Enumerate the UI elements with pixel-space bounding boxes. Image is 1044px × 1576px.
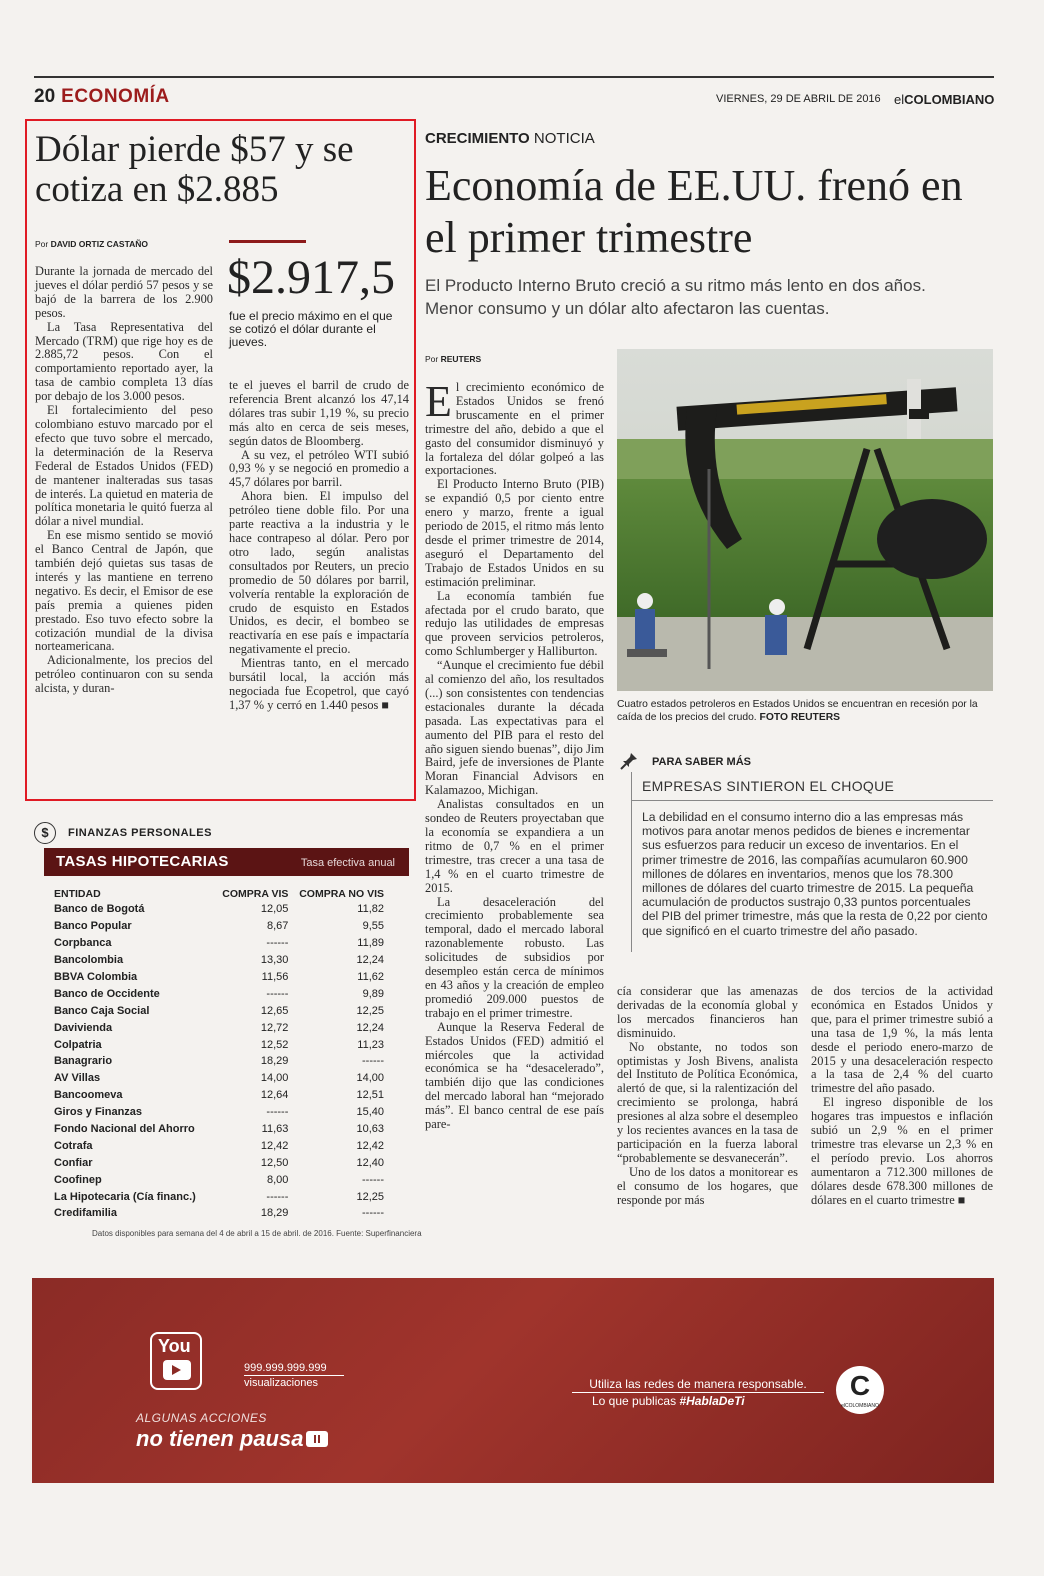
rate-cell: ------ [266,937,289,950]
paragraph: No obstante, no todos son optimistas y Josh Bivens, analista del Instituto de Política Económica, alertó de que, si la ralentización del crecimiento se prolonga, habrá presiones al alza sobre el desempleo y los recientes avances en la tasa de participación en la fuerza laboral “probablemente se desvanecerán”. [617,1039,798,1165]
table-row [54,1188,384,1205]
entity-cell: Banco de Bogotá [54,903,145,916]
article1-column-2 [229,379,409,713]
rate-cell: 11,62 [357,971,384,983]
paragraph: de dos tercios de la actividad económica en Estados Unidos y que, para el primer trimestre subió a una tasa de 1,9 %, la más lenta desde el periodo enero-marzo de 2015 y una desaceleración respecto a la tasa de 2,4 % del cuarto trimestre del año pasado. [811,984,993,1096]
table-source: Datos disponibles para semana del 4 de abril a 15 de abril. de 2016. Fuente: Superfinanciera [92,1229,422,1238]
ad-message: Utiliza las redes de manera responsable. [572,1377,824,1393]
rate-cell: 11,63 [261,1123,289,1136]
paper-logo: elCOLOMBIANO [894,92,995,107]
entity-cell: Corpbanca [54,937,112,950]
drop-cap: E [425,377,452,426]
entity-cell: Colpatria [54,1038,102,1051]
paragraph: Mientras tanto, en el mercado bursátil local, la acción más negociada fue Ecopetrol, que cayó 1,37 % y cerró en 1.440 pesos ■ [229,656,409,712]
page-header [34,86,170,108]
entity-cell: AV Villas [54,1072,101,1085]
rate-cell: 13,30 [260,954,289,967]
table-title: TASAS HIPOTECARIAS [56,853,229,870]
finanzas-title: FINANZAS PERSONALES [68,827,212,839]
paragraph: cía considerar que las amenazas derivadas de la economía global y los mercados financieros han disminuido. [617,984,798,1040]
rate-cell: 12,24 [356,954,384,967]
table-row [54,1104,384,1121]
table-row [54,952,384,969]
rate-cell: 12,65 [260,1004,289,1017]
rate-cell: 18,29 [260,1055,289,1068]
entity-cell: Cotrafa [54,1139,93,1152]
top-rule [34,76,994,78]
advertisement [32,1278,994,1483]
rate-cell: 11,56 [261,971,289,983]
big-number: $2.917,5 [227,251,395,304]
rate-cell: 12,05 [260,903,289,916]
entity-cell: Bancoomeva [54,1089,123,1102]
entity-cell: Coofinep [54,1173,102,1186]
paragraph: A su vez, el petróleo WTI subió 0,93 % y se negoció en promedio a 45,7 dólares por barril. [229,447,409,490]
rate-cell: 12,24 [356,1021,384,1034]
youtube-icon: You [150,1332,202,1390]
table-row [54,935,384,952]
rate-cell: 11,23 [357,1038,384,1051]
paragraph: Ahora bien. El impulso del petróleo tiene doble filo. Por una parte reactiva a la industria y le hace contrapeso al dólar. Pero por otro lado, según analistas consultados por Reuters, un precio promedio de 50 dólares por barril, volvería rentable la exploración de crudo de esquisto en Estados Unidos, es decir, el bombeo se reactivaría en ese país e impactaría negativamente el precio. [229,489,409,657]
table-row [54,918,384,935]
section-name: ECONOMÍA [61,86,170,107]
ad-tagline-2: no tienen pausa [136,1426,304,1451]
pin-icon [620,752,638,770]
article2-byline: Por REUTERS [425,354,482,364]
rate-cell: ------ [266,987,289,1000]
rate-cell: 15,40 [356,1106,384,1119]
table-row [54,1137,384,1154]
paragraph: Uno de los datos a monitorear es el consumo de los hogares, que responde por más [617,1164,798,1207]
column-header: COMPRA NO VIS [299,887,384,900]
entity-cell: Giros y Finanzas [54,1106,143,1119]
paragraph: El Producto Interno Bruto (PIB) se expandió 0,5 por ciento entre enero y marzo, frente a igual periodo de 2015, el ritmo más lento desde el primer trimestre de 2014, aseguró el Departamento del Trabajo de Estados Unidos en su estimación preliminar. [425,477,604,589]
column-header: ENTIDAD [54,887,101,900]
sidebar-body: La debilidad en el consumo interno dio a las empresas más motivos para anotar menos pedidos de bienes e incrementar sus esfuerzos para reducir un exceso de inventarios. En el primer trimestre de 2016, las compañías acumularon 60.900 millones de dólares en inventarios, menos que los 78.300 millones de dólares del cuarto trimestre de 2015. La pequeña acumulación de productos sustrajo 0,33 puntos porcentuales del PIB del primer trimestre, más que la resta de 0,22 por ciento que significó en el cuarto trimestre del año pasado. [642,810,988,938]
rate-cell: ------ [362,1055,384,1068]
rate-cell: 14,00 [260,1072,289,1085]
rate-cell: 12,40 [356,1156,384,1169]
paragraph: “Aunque el crecimiento fue débil al comienzo del año, los resultados (...) son consistentes con tendencias estacionales durante la década pasada. Las expectativas para el aumento del PIB para el resto del año siguen siendo buenas”, dijo Jim Baird, jefe de inversiones de Plante Moran Financial Advisors en Kalamazoo, Michigan. [425,658,604,798]
table-row [54,1036,384,1053]
entity-cell: Fondo Nacional del Ahorro [54,1123,195,1136]
photo-caption: Cuatro estados petroleros en Estados Unidos se encuentran en recesión por la caída de los precios del crudo. FOTO REUTERS [617,699,978,723]
table-subtitle: Tasa efectiva anual [300,857,395,869]
table-row [54,985,384,1002]
paragraph: La Tasa Representativa del Mercado (TRM) que rige hoy es de 2.885,72 pesos. Con el comportamiento reportado ayer, la tasa de cambio completa 13 días por debajo de los 3.000 pesos. [35,319,213,404]
table-row [54,901,384,918]
rate-cell: 12,25 [356,1190,384,1203]
table-row [54,1070,384,1087]
table-row [54,1205,384,1222]
article1-column-1 [35,265,213,696]
rate-cell: 12,50 [260,1156,289,1169]
entity-cell: Banagrario [54,1055,113,1068]
rate-cell: 14,00 [356,1072,384,1085]
table-row [54,1002,384,1019]
view-count: 999.999.999.999 visualizaciones [244,1362,344,1389]
sidebar-rule [631,800,993,801]
table-row [54,1171,384,1188]
rate-cell: 10,63 [356,1123,384,1136]
article2-column-3 [811,985,993,1208]
entity-cell: Davivienda [54,1021,113,1034]
entity-cell: Credifamilia [54,1207,117,1220]
rate-cell: 18,29 [260,1207,289,1220]
ad-hashtag: Lo que publicas #HablaDeTi [592,1394,745,1408]
paragraph: La economía también fue afectada por el crudo barato, que redujo las utilidades de empresas que proveen servicios petroleros, como Schlumberger y Halliburton. [425,588,604,659]
rate-cell: ------ [266,1106,289,1119]
sidebar-rule-vertical [631,772,632,952]
paragraph: El crecimiento económico de Estados Unidos se frenó bruscamente en el primer trimestre del año, debido a que el gasto del consumidor disminuyó y la fortaleza del dólar golpeó a las exportaciones. [425,377,604,478]
table-row [54,1154,384,1171]
entity-cell: BBVA Colombia [54,971,138,983]
paragraph: Aunque la Reserva Federal de Estados Unidos (FED) admitió el miércoles que la actividad económica se ha “desacelerado”, también dijo que las condiciones del mercado laboral han “mejorado más”. El banco central de ese país pare- [425,1019,604,1132]
paragraph: Adicionalmente, los precios del petróleo continuaron con su senda alcista, y duran- [35,653,213,696]
brand-logo: C elCOLOMBIANO [836,1366,884,1414]
article2-kicker: CRECIMIENTO NOTICIA [425,130,595,147]
rate-cell: 12,51 [356,1089,384,1102]
rates-table [54,886,384,1222]
rate-cell: 12,42 [356,1139,384,1152]
article1-headline: Dólar pierde $57 y se cotiza en $2.885 [35,129,354,210]
big-number-caption: fue el precio máximo en el que se cotizó el dólar durante el jueves. [229,309,393,349]
entity-cell: Banco Caja Social [54,1004,150,1017]
paragraph: Durante la jornada de mercado del jueves el dólar perdió 57 pesos y se bajó de la barrera de los 2.900 pesos. [35,264,213,320]
column-header: COMPRA VIS [222,887,289,900]
article2-column-2 [617,985,798,1208]
rate-cell: 12,72 [260,1021,289,1034]
rate-cell: ------ [266,1190,289,1203]
rate-cell: 11,82 [357,903,384,916]
rate-cell: 11,89 [357,937,384,950]
rate-cell: 12,25 [356,1004,384,1017]
rate-cell: 8,67 [266,920,289,933]
paragraph: El fortalecimiento del peso colombiano estuvo marcado por el efecto que tuvo sobre el mercado, la determinación de la Reserva Federal de Estados Unidos (FED) de mantener inalteradas sus tasas de interés. La quietud en materia de política monetaria le quitó fuerza al dólar a nivel mundial. [35,403,213,529]
oil-pump-photo [617,349,993,691]
pause-icon [306,1431,328,1447]
paragraph: Analistas consultados en un sondeo de Reuters proyectaban que la economía se expandiera a un ritmo de 0,7 % en el primer trimestre, tras crecer a una tasa de 1,4 % en el cuarto trimestre de 2015. [425,797,604,895]
paragraph: te el jueves el barril de crudo de referencia Brent alcanzó los 47,14 dólares tras subir 1,19 %, su precio más alto en cerca de seis meses, según datos de Bloomberg. [229,378,409,448]
ad-tagline-1: ALGUNAS ACCIONES [136,1411,267,1425]
table-row [54,1121,384,1138]
figure-rule [229,240,306,243]
dollar-icon: $ [34,822,56,844]
dateline: VIERNES, 29 DE ABRIL DE 2016 [716,93,881,105]
paragraph: En ese mismo sentido se movió el Banco Central de Japón, que también dejó quietas sus tasas de interés y las mantiene en terreno negativo. Es decir, el Emisor de ese país premia a quienes piden prestado. Eso tuvo efecto sobre la cotización mundial de la divisa norteamericana. [35,528,213,654]
rate-cell: ------ [362,1173,384,1186]
rate-cell: ------ [362,1207,384,1220]
sidebar-title: PARA SABER MÁS [652,756,752,768]
sidebar-subtitle: EMPRESAS SINTIERON EL CHOQUE [642,778,895,794]
table-row [54,1019,384,1036]
entity-cell: Banco Popular [54,920,132,933]
entity-cell: Confiar [54,1156,93,1169]
article1-byline: Por DAVID ORTIZ CASTAÑO [35,239,149,249]
rate-cell: 9,55 [362,920,384,933]
article2-dek: El Producto Interno Bruto creció a su ritmo más lento en dos años. Menor consumo y un dólar alto afectaron las cuentas. [425,276,926,318]
table-row [54,1087,384,1104]
rate-cell: 8,00 [266,1173,289,1186]
paragraph: El ingreso disponible de los hogares tras impuestos e inflación subió un 2,9 % en el primer trimestre tras elevarse un 2,3 % en el período previo. Los ahorros aumentaron a 712.300 millones de dólares desde 678.300 millones de dólares en el cuarto trimestre ■ [811,1095,993,1207]
table-row [54,1053,384,1070]
article2-headline: Economía de EE.UU. frenó en el primer trimestre [425,161,963,262]
rate-cell: 12,64 [260,1089,289,1102]
paragraph: La desaceleración del crecimiento probablemente sea temporal, dado el mercado laboral razonablemente robusto. Las solicitudes de subsidios por desempleo están cerca de mínimos en 43 años y la creación de empleo promedió 209.000 puestos de trabajo en el primer trimestre. [425,894,604,1020]
table-header-bar [44,848,409,876]
entity-cell: La Hipotecaria (Cía financ.) [54,1190,196,1203]
table-row [54,969,384,986]
rate-cell: 9,89 [362,987,384,1000]
article2-column-1 [425,377,604,1132]
table-header-row [54,886,384,901]
entity-cell: Bancolombia [54,954,124,967]
page-number: 20 [34,86,56,107]
entity-cell: Banco de Occidente [54,987,160,1000]
rate-cell: 12,52 [260,1038,289,1051]
rate-cell: 12,42 [260,1139,289,1152]
